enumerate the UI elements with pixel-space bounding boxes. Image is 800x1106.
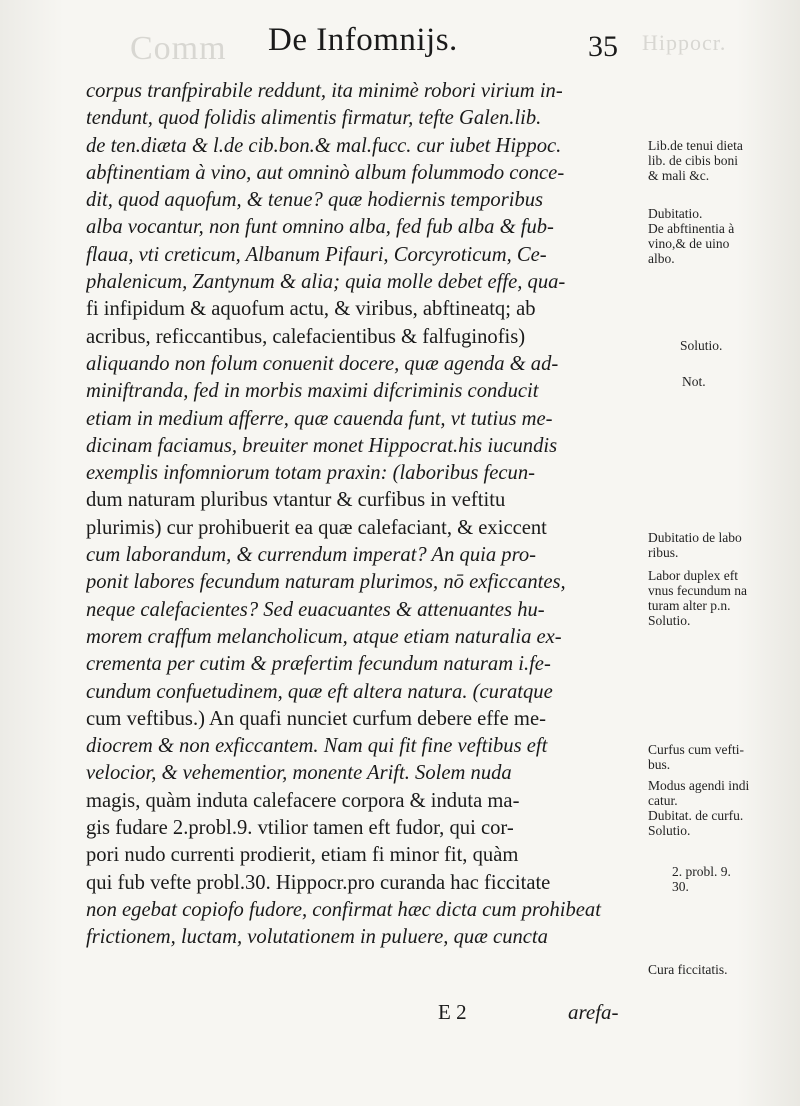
text-line: flaua, vti creticum, Albanum Pifauri, Corcyroticum, Ce- (86, 243, 547, 266)
text-line: qui fub vefte probl.30. Hippocr.pro curanda hac ficcitate (86, 871, 551, 894)
margin-note-problemata: 2. probl. 9. 30. (672, 864, 731, 894)
catchword: arefa- (568, 1000, 619, 1024)
text-line: plurimis) cur prohibuerit ea quæ calefaciant, & exiccent (86, 516, 547, 539)
text-line: aliquando non folum conuenit docere, quæ agenda & ad- (86, 352, 559, 375)
text-line: gis fudare 2.probl.9. vtilior tamen eft fudor, qui cor- (86, 817, 514, 840)
margin-note-labor-duplex: Labor duplex eft vnus fecundum na turam alter p.n. Solutio. (648, 568, 747, 628)
text-line: pori nudo currenti prodierit, etiam fi minor fit, quàm (86, 844, 519, 867)
text-line: corpus tranfpirabile reddunt, ita minimè robori virium in- (86, 80, 563, 102)
margin-note-dubitatio-vino: Dubitatio. De abftinentia à vino,& de uino albo. (648, 206, 735, 266)
text-line: fi infipidum & aquofum actu, & viribus, abftineatq; ab (86, 298, 536, 321)
margin-note-dubitatio-laboribus: Dubitatio de labo ribus. (648, 530, 742, 560)
margin-note-cura-siccitatis: Cura ficcitatis. (648, 962, 728, 977)
margin-note-not: Not. (682, 374, 706, 389)
text-line: phalenicum, Zantynum & alia; quia molle debet effe, qua- (86, 271, 566, 294)
margin-note-solutio: Solutio. (680, 338, 723, 353)
main-text-block (86, 78, 642, 952)
text-line: cum laborandum, & currendum imperat? An quia pro- (86, 544, 536, 567)
text-line: frictionem, luctam, volutationem in puluere, quæ cuncta (86, 926, 548, 949)
text-line: diocrem & non exficcantem. Nam qui fit fine veftibus eft (86, 735, 548, 758)
text-line: morem craffum melancholicum, atque etiam naturalia ex- (86, 625, 562, 648)
text-line: de ten.diæta & l.de cib.bon.& mal.fucc. cur iubet Hippoc. (86, 134, 562, 157)
text-line: cum veftibus.) An quafi nunciet curfum debere effe me- (86, 707, 546, 730)
page-number: 35 (588, 30, 618, 63)
text-line: alba vocantur, non funt omnino alba, fed fub alba & fub- (86, 216, 554, 239)
text-line: abftinentiam à vino, aut omninò album folummodo conce- (86, 161, 565, 184)
signature-mark: E 2 (438, 1000, 467, 1024)
text-line: crementa per cutim & præfertim fecundum naturam i.fe- (86, 653, 551, 676)
text-line: cundum confuetudinem, quæ eft altera natura. (curatque (86, 680, 553, 703)
text-line: acribus, reficcantibus, calefacientibus & falfuginofis) (86, 325, 526, 348)
text-line: magis, quàm induta calefacere corpora & induta ma- (86, 789, 520, 812)
text-line: neque calefacientes? Sed euacuantes & attenuantes hu- (86, 598, 545, 621)
text-line: ponit labores fecundum naturam plurimos, nō exficcantes, (86, 571, 566, 594)
text-line: exemplis infomniorum totam praxin: (laboribus fecun- (86, 462, 536, 485)
text-line: velocior, & vehementior, monente Arift. Solem nuda (86, 762, 512, 785)
margin-note-cursus: Curfus cum vefti- bus. (648, 742, 744, 772)
running-head: De Infomnijs. (268, 22, 458, 58)
text-line: dit, quod aquofum, & tenue? quæ hodiernis temporibus (86, 189, 544, 212)
text-line: dum naturam pluribus vtantur & curfibus in veftitu (86, 489, 506, 512)
text-line: non egebat copiofo fudore, confirmat hæc dicta cum prohibeat (86, 898, 601, 921)
text-line: tendunt, quod folidis alimentis firmatur, tefte Galen.lib. (86, 107, 542, 130)
text-line: miniftranda, fed in morbis maximi difcriminis conducit (86, 380, 539, 403)
bleed-through-text-right: Hippocr. (642, 30, 727, 55)
margin-note-modus-agendi: Modus agendi indi catur. Dubitat. de curfu. Solutio. (648, 778, 750, 838)
text-line: etiam in medium afferre, quæ cauenda funt, vt tutius me- (86, 407, 553, 430)
margin-note-source: Lib.de tenui dieta lib. de cibis boni & mali &c. (648, 138, 743, 183)
bleed-through-text-left: Comm (130, 30, 227, 67)
text-line: dicinam faciamus, breuiter monet Hippocrat.his iucundis (86, 434, 558, 457)
